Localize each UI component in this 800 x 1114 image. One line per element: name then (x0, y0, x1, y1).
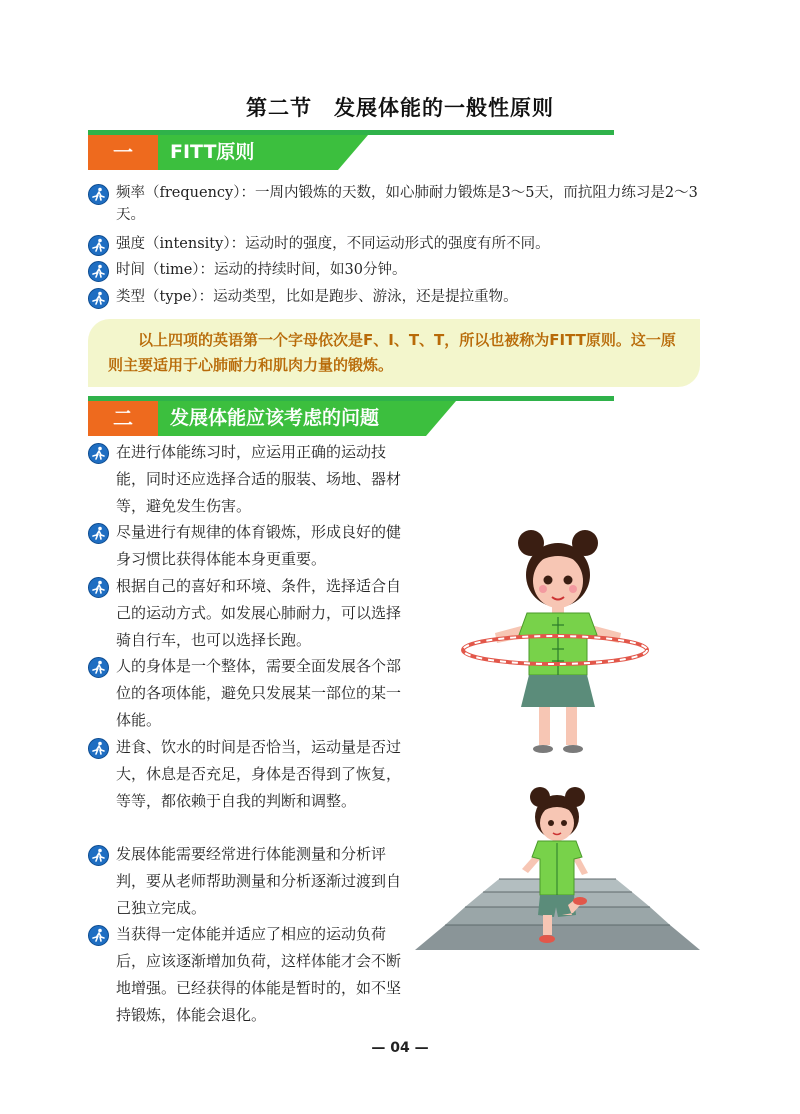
section-header-fitt (88, 130, 614, 170)
list-item (88, 233, 708, 255)
list-item (88, 259, 708, 281)
list-item (88, 653, 408, 734)
list-item-text: 进食、饮水的时间是否恰当，运动量是否过大，休息是否充足，身体是否得到了恢复，等等，都依赖于自我的判断和调整。 (116, 738, 402, 810)
page-number: — 04 — (371, 1040, 429, 1056)
section-header-slant (338, 135, 368, 170)
list-item-text: 发展体能需要经常进行体能测量和分析评判，要从老师帮助测量和分析逐渐过渡到自己独立完成。 (116, 845, 402, 917)
list-item-text: 类型（type）：运动类型，比如是跑步、游泳，还是提拉重物。 (116, 289, 518, 305)
section-number: 一 (88, 135, 158, 170)
list-item (88, 519, 408, 573)
list-item-text: 时间（time）：运动的持续时间，如30分钟。 (116, 262, 407, 278)
list-item (88, 439, 408, 520)
running-person-icon (88, 845, 109, 866)
hula-hoop-girl-illustration (455, 525, 655, 760)
fitt-note: 以上四项的英语第一个字母依次是F、I、T、T，所以也被称为FITT原则。这一原则主要适用于心肺耐力和肌肉力量的锻炼。 (88, 319, 700, 387)
list-item-text: 当获得一定体能并适应了相应的运动负荷后，应该逐渐增加负荷，这样体能才会不断地增强。已经获得的体能是暂时的，如不坚持锻炼，体能会退化。 (116, 925, 402, 1024)
running-person-icon (88, 443, 109, 464)
running-person-icon (88, 577, 109, 598)
stair-climbing-girl-illustration (410, 785, 705, 955)
list-item-text: 根据自己的喜好和环境、条件，选择适合自己的运动方式。如发展心肺耐力，可以选择骑自行车，也可以选择长跑。 (116, 577, 402, 649)
list-item (88, 841, 408, 922)
running-person-icon (88, 235, 109, 256)
list-item-text: 在进行体能练习时，应运用正确的运动技能，同时还应选择合适的服装、场地、器材等，避免发生伤害。 (116, 443, 402, 515)
running-person-icon (88, 925, 109, 946)
page-title: 第二节 发展体能的一般性原则 (246, 96, 554, 120)
running-person-icon (88, 657, 109, 678)
running-person-icon (88, 523, 109, 544)
section-header-considerations (88, 396, 614, 436)
list-item-text: 频率（frequency）：一周内锻炼的天数，如心肺耐力锻炼是3～5天，而抗阻力练习是2～3天。 (116, 185, 698, 223)
section-title: 发展体能应该考虑的问题 (158, 401, 426, 436)
running-person-icon (88, 184, 109, 205)
section-number: 二 (88, 401, 158, 436)
list-item (88, 734, 408, 815)
list-item-text: 人的身体是一个整体，需要全面发展各个部位的各项体能，避免只发展某一部位的某一体能。 (116, 657, 402, 729)
list-item (88, 921, 408, 1029)
list-item (88, 286, 708, 308)
section-title: FITT原则 (158, 135, 338, 170)
list-item (88, 182, 708, 226)
running-person-icon (88, 288, 109, 309)
section-header-slant (426, 401, 456, 436)
list-item-text: 强度（intensity）：运动时的强度，不同运动形式的强度有所不同。 (116, 236, 550, 252)
running-person-icon (88, 261, 109, 282)
list-item-text: 尽量进行有规律的体育锻炼，形成良好的健身习惯比获得体能本身更重要。 (116, 523, 402, 568)
list-item (88, 573, 408, 654)
running-person-icon (88, 738, 109, 759)
